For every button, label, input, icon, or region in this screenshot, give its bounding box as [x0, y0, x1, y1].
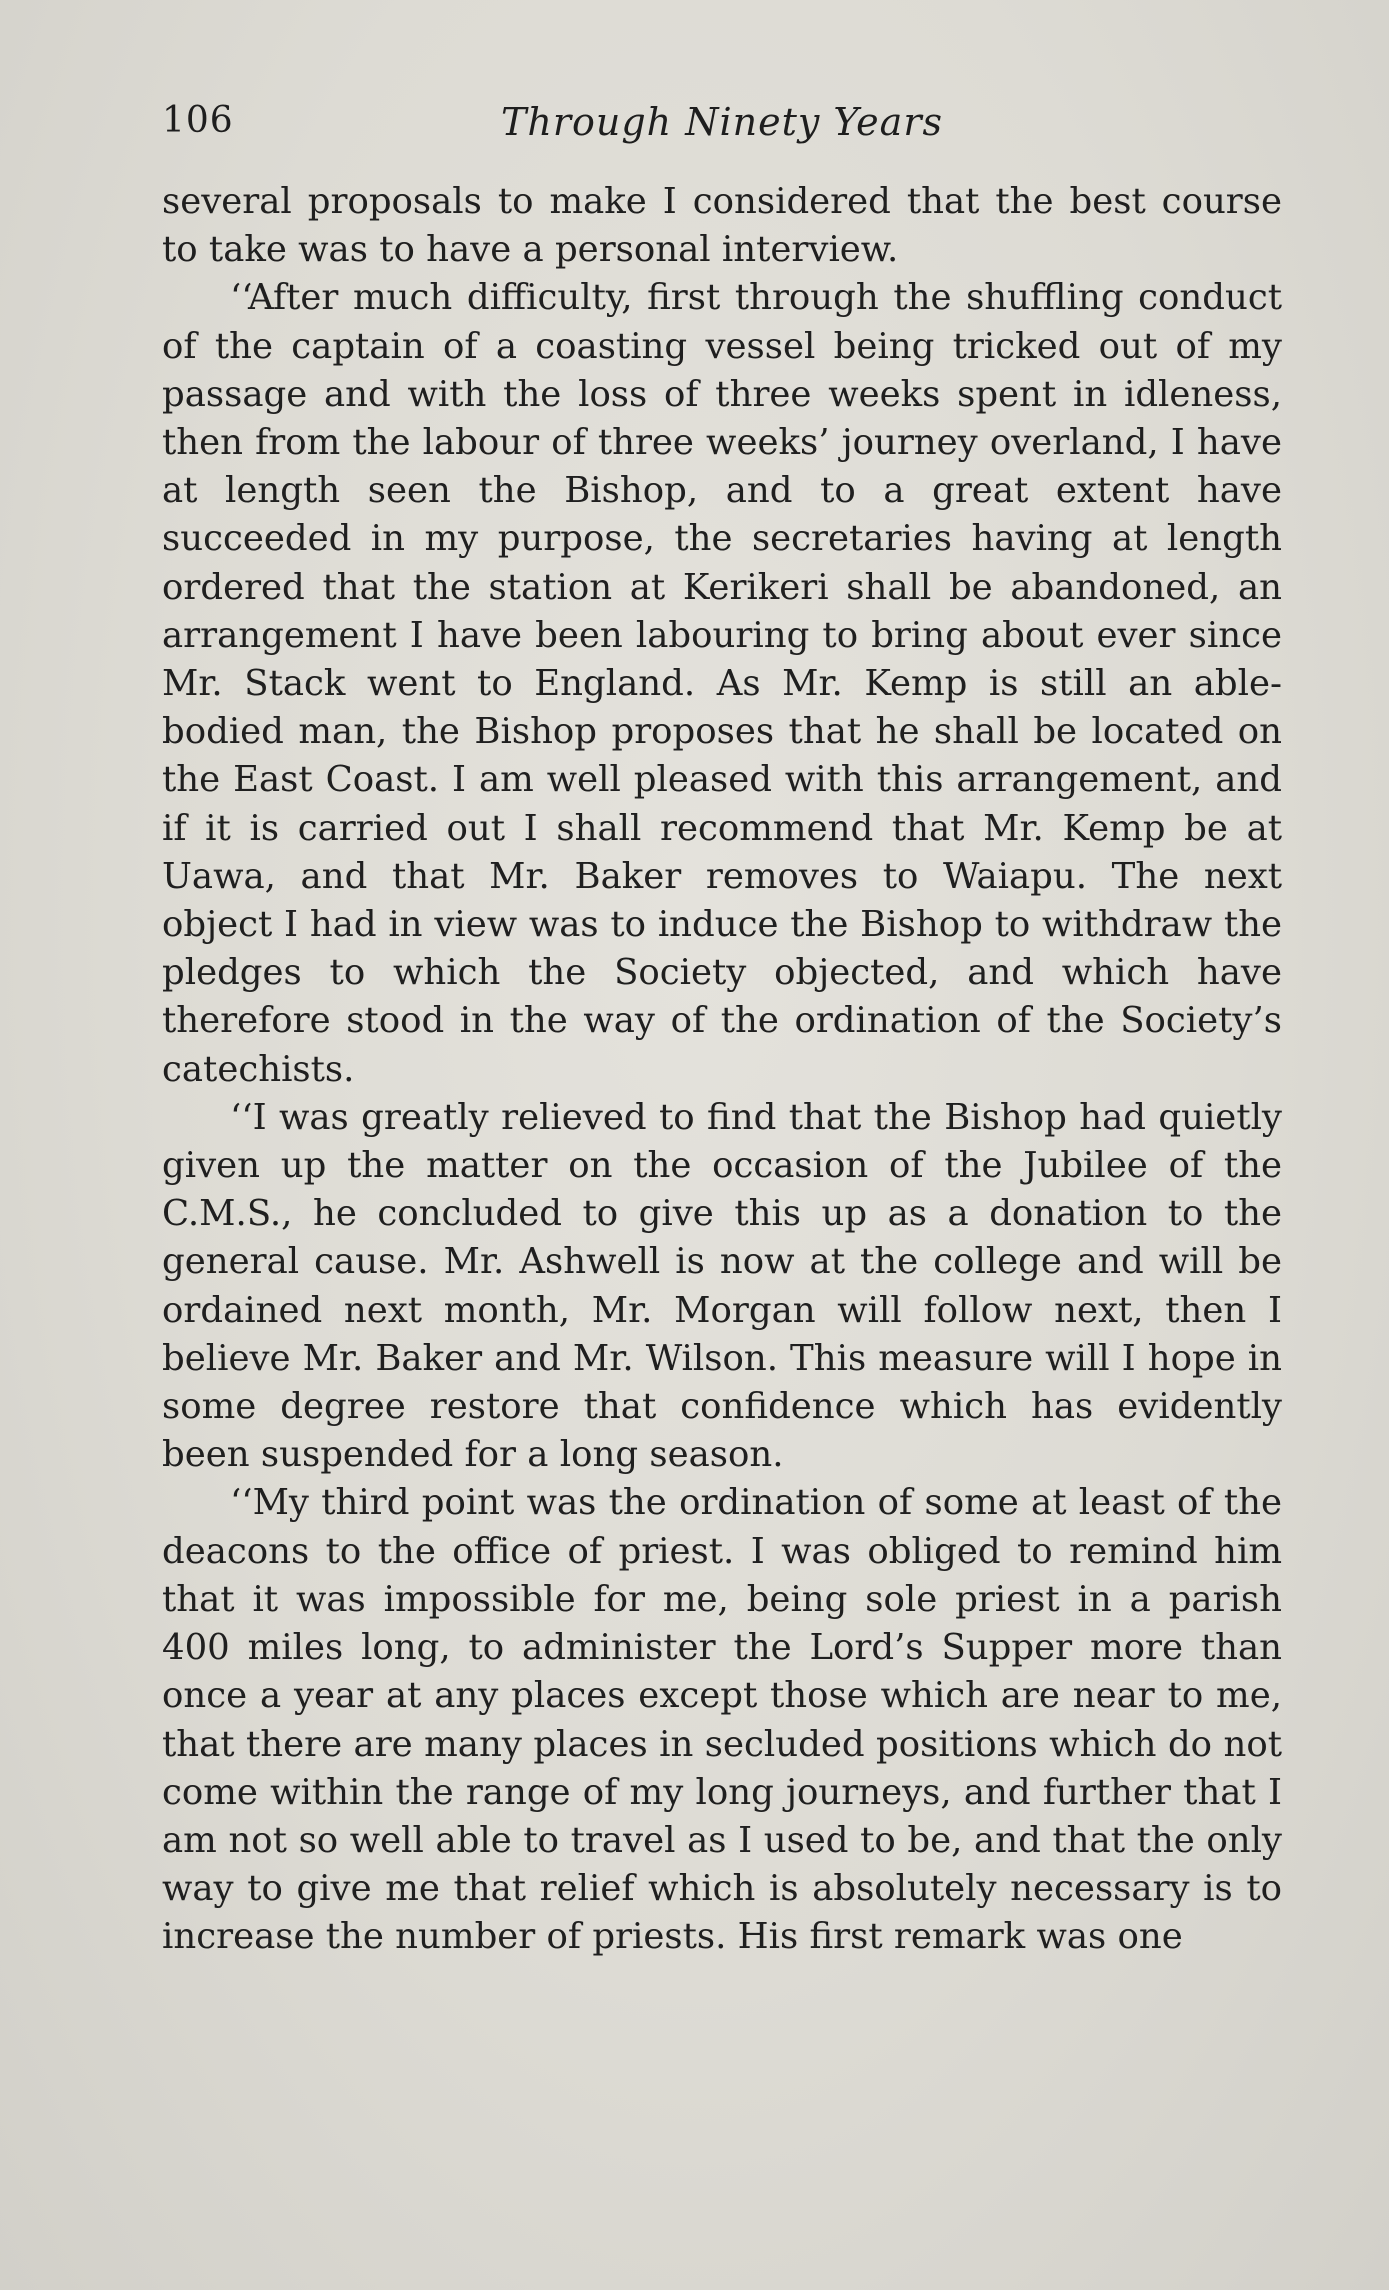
- running-title: Through Ninety Years: [501, 100, 943, 144]
- paragraph-bishop-relief: ‘‘I was greatly relieved to find that the Bishop had quietly given up the matter on the occasion of the Jubilee of the C.M.S., he concluded to give this up as a donation to the general cause. Mr. Ashwell is now at the college and will be ordained next month, Mr. Morgan will follow next, then I believe Mr. Baker and Mr. Wilson. This measure will I hope in some degree restore that confidence which has evidently been suspended for a long season.: [162, 1096, 1282, 1476]
- body-text: [162, 178, 1282, 1962]
- paragraph-ordination-priests: ‘‘My third point was the ordination of some at least of the deacons to the office of priest. I was obliged to remind him that it was impossible for me, being sole priest in a parish 400 miles long, to administer the Lord’s Supper more than once a year at any places except those which are near to me, that there are many places in secluded positions which do not come within the range of my long journeys, and further that I am not so well able to travel as I used to be, and that the only way to give me that relief which is absolutely necessary is to increase the number of priests. His first remark was one: [162, 1482, 1282, 1958]
- page-header: [162, 100, 1282, 160]
- paragraph-kerikeri-station: ‘‘After much difficulty, first through the shuffling conduct of the captain of a coasting vessel being tricked out of my passage and with the loss of three weeks spent in idleness, then from the labour of three weeks’ journey overland, I have at length seen the Bishop, and to a great extent have succeeded in my purpose, the secretaries having at length ordered that the station at Kerikeri shall be abandoned, an arrangement I have been labouring to bring about ever since Mr. Stack went to England. As Mr. Kemp is still an able-bodied man, the Bishop proposes that he shall be located on the East Coast. I am well pleased with this arrangement, and if it is carried out I shall recommend that Mr. Kemp be at Uawa, and that Mr. Baker removes to Waiapu. The next object I had in view was to induce the Bishop to withdraw the pledges to which the Society objected, and which have therefore stood in the way of the ordination of the Society’s catechists.: [162, 277, 1282, 1090]
- paragraph-continuation: several proposals to make I considered that the best course to take was to have a personal interview.: [162, 181, 1282, 271]
- page-number: 106: [162, 100, 234, 141]
